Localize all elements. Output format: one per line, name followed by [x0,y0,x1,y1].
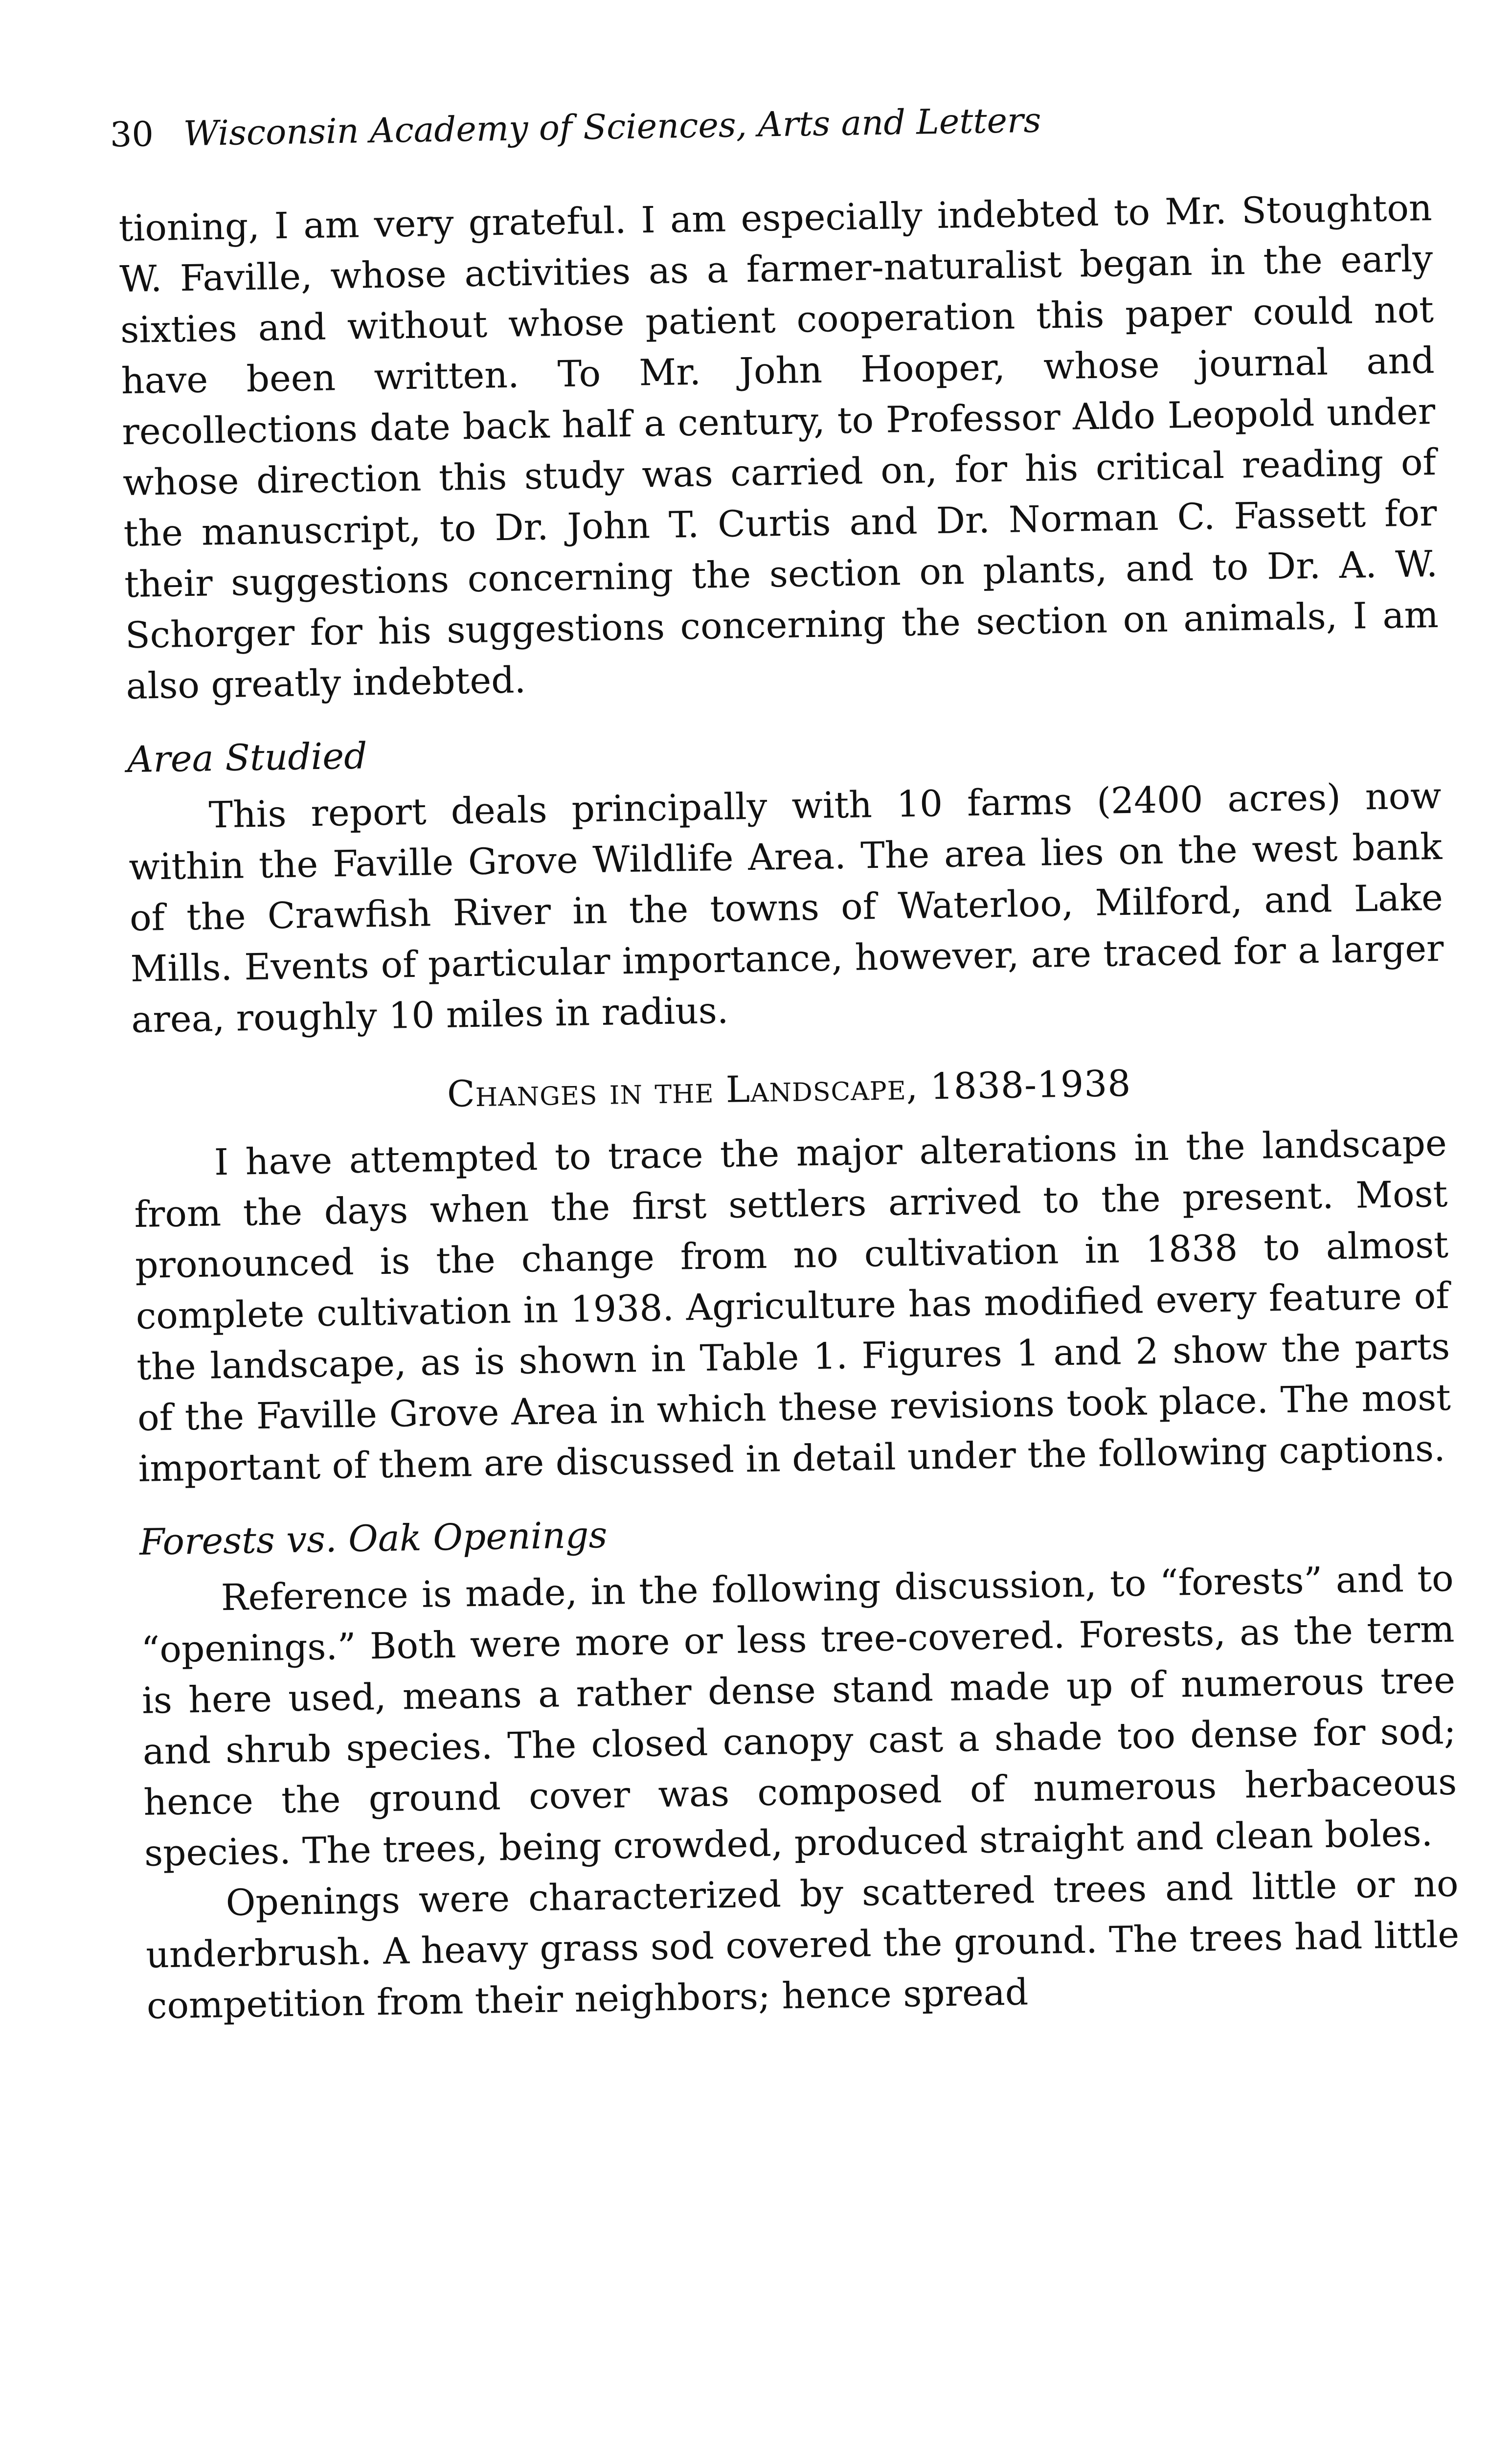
body-text [118,182,1460,2032]
openings-paragraph: Openings were characterized by scattered trees and little or no underbrush. A heavy grass sod covered the ground. The trees had little competition from their neighbors; hence spread [145,1862,1460,2027]
page-number: 30 [110,114,154,155]
acknowledgement-paragraph: tioning, I am very grateful. I am especially indebted to Mr. Stoughton W. Faville, whose activities as a farmer-naturalist began in the early sixties and without whose patient cooperation this paper could not have been written. To Mr. John Hooper, whose journal and recollections date back half a century, to Professor Aldo Leopold under whose direction this study was carried on, for his critical reading of the manuscript, to Dr. John T. Curtis and Dr. Norman C. Fassett for their suggestions concerning the section on plants, and to Dr. A. W. Schorger for his suggestions concerning the section on animals, I am also greatly indebted. [118,187,1439,708]
changes-landscape-heading: Changes in the Landscape, 1838-1938 [447,1062,1131,1115]
forests-paragraph: Reference is made, in the following discussion, to “forests” and to “openings.” Both were more or less tree-covered. Forests, as the term is here used, means a rather dense stand made up of numerous tree and shrub species. The closed canopy cast a shade too dense for sod; hence the ground cover was composed of numerous herbaceous species. The trees, being crowded, produced straight and clean boles. [140,1557,1457,1875]
area-studied-heading: Area Studied [127,735,368,781]
changes-landscape-paragraph: I have attempted to trace the major alterations in the landscape from the days when the first settlers arrived to the present. Most pronounced is the change from no cultivation in 1838 to almost complete cultivation in 1938. Agriculture has modified every feature of the landscape, as is shown in Table 1. Figures 1 and 2 show the parts of the Faville Grove Area in which these revisions took place. The most important of them are discussed in detail under the following captions. [134,1122,1451,1490]
area-studied-paragraph: This report deals principally with 10 farms (2400 acres) now within the Faville Grove Wildlife Area. The area lies on the west bank of the Crawfish River in the towns of Waterloo, Milford, and Lake Mills. Events of particular importance, however, are traced for a larger area, roughly 10 miles in radius. [128,774,1444,1041]
journal-title: Wisconsin Academy of Sciences, Arts and Letters [183,100,1041,154]
forests-openings-heading: Forests vs. Oak Openings [139,1514,608,1563]
running-head [110,93,1333,157]
